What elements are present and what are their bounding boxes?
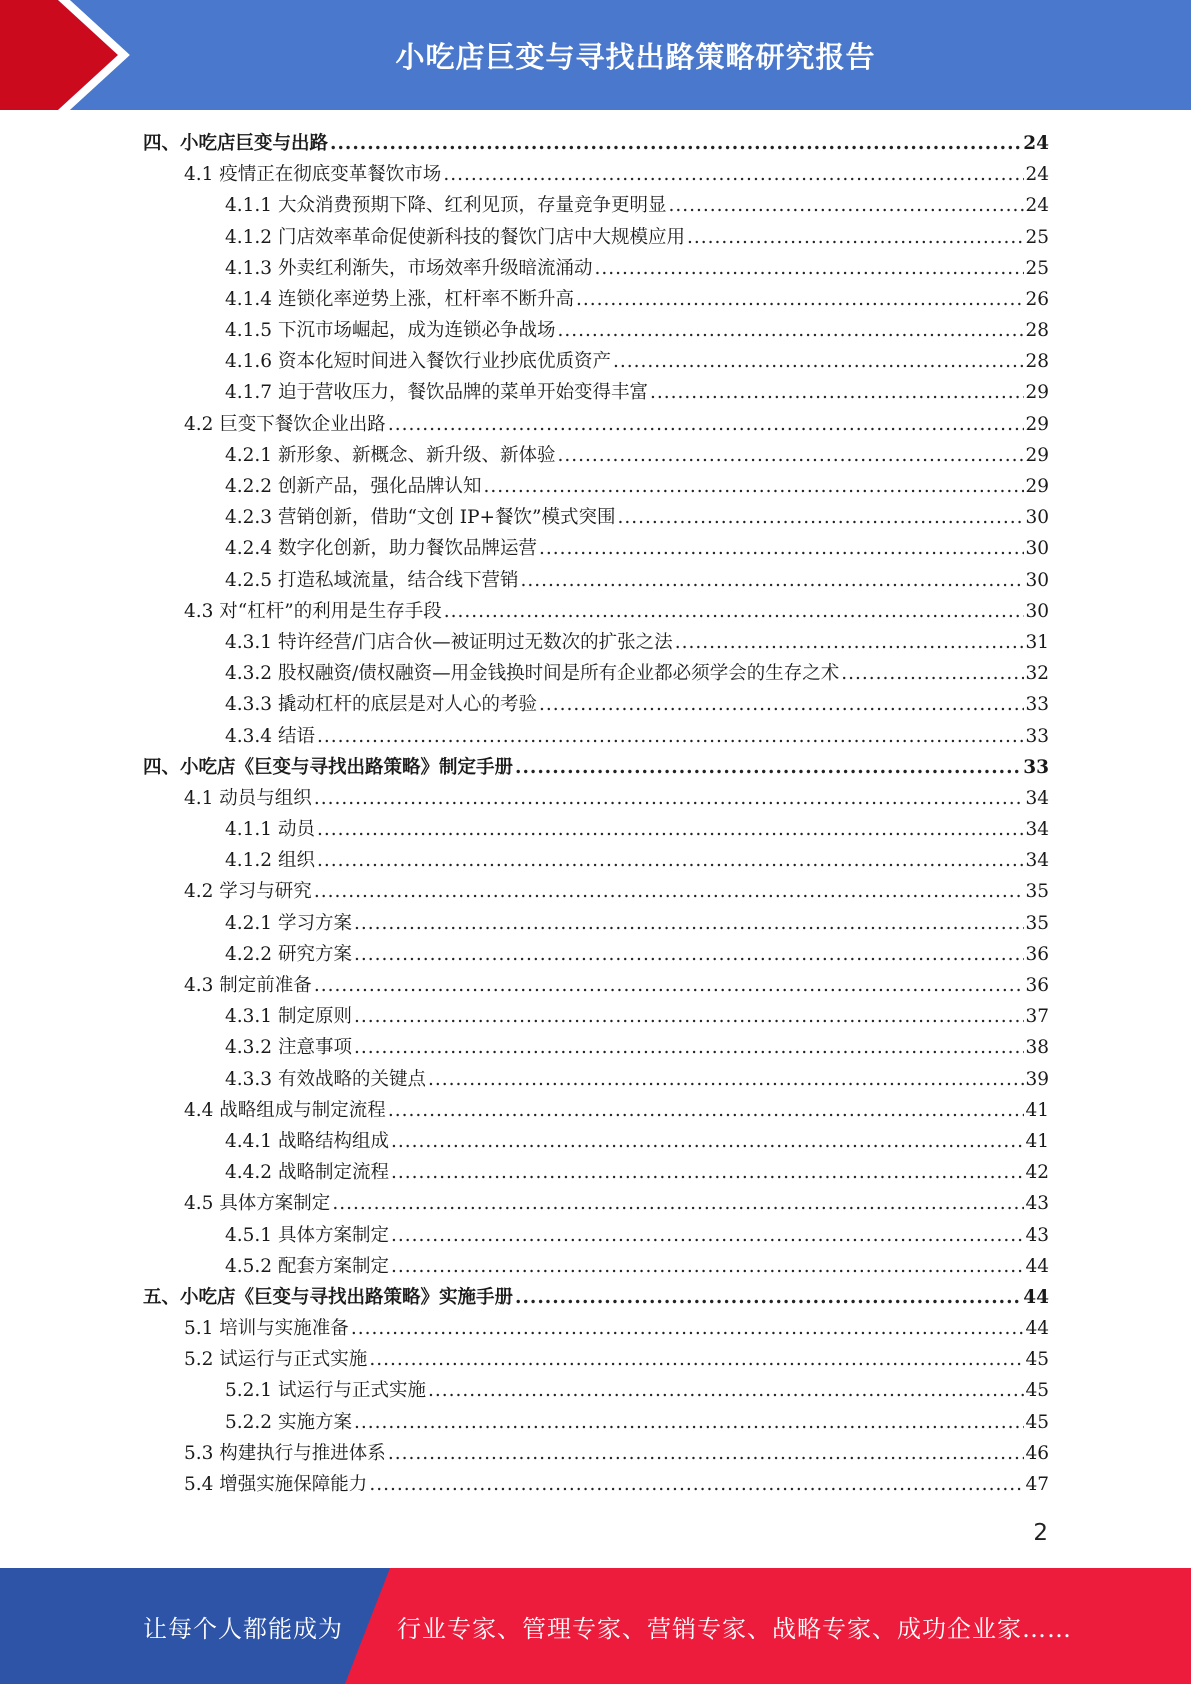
toc-dot-leader <box>391 1251 1024 1282</box>
toc-dot-leader <box>618 502 1025 533</box>
toc-entry[interactable] <box>143 378 1049 409</box>
toc-dot-leader <box>444 596 1025 627</box>
toc-entry-label: 4.1.1 大众消费预期下降、红利见顶，存量竞争更明显 <box>225 195 667 217</box>
toc-entry-page: 39 <box>1025 1068 1049 1090</box>
toc-entry-label: 5.2 试运行与正式实施 <box>184 1349 368 1371</box>
toc-entry[interactable] <box>143 1188 1049 1219</box>
toc-dot-leader <box>539 533 1024 564</box>
toc-dot-leader <box>483 471 1024 502</box>
toc-entry-label: 4.3.2 股权融资/债权融资—用金钱换时间是所有企业都必须学会的生存之术 <box>225 663 840 685</box>
toc-entry-label: 4.3.1 特许经营/门店合伙—被证明过无数次的扩张之法 <box>225 631 673 653</box>
toc-entry[interactable] <box>143 284 1049 315</box>
toc-dot-leader <box>650 377 1024 408</box>
toc-dot-leader <box>354 1032 1025 1063</box>
page-header <box>0 0 1191 110</box>
toc-entry-page: 30 <box>1025 600 1049 622</box>
toc-entry[interactable] <box>143 1469 1049 1500</box>
toc-entry[interactable] <box>143 190 1049 221</box>
toc-entry-page: 29 <box>1025 413 1049 435</box>
toc-entry-label: 4.1.1 动员 <box>225 819 315 841</box>
toc-entry-label: 5.4 增强实施保障能力 <box>184 1474 368 1496</box>
toc-entry-label: 5.1 培训与实施准备 <box>184 1318 349 1340</box>
toc-entry-label: 5.2.1 试运行与正式实施 <box>225 1380 426 1402</box>
toc-entry[interactable] <box>143 1095 1049 1126</box>
toc-entry[interactable] <box>143 1407 1049 1438</box>
toc-entry-page: 26 <box>1025 288 1049 310</box>
toc-entry-label: 4.3.3 有效战略的关键点 <box>225 1068 426 1090</box>
toc-dot-leader <box>351 1313 1025 1344</box>
toc-entry[interactable] <box>143 1001 1049 1032</box>
toc-dot-leader <box>515 1282 1022 1313</box>
toc-entry[interactable] <box>143 752 1049 783</box>
toc-dot-leader <box>314 970 1025 1001</box>
toc-entry-page: 46 <box>1025 1442 1049 1464</box>
toc-dot-leader <box>388 1095 1025 1126</box>
toc-entry-label: 4.1 疫情正在彻底变革餐饮市场 <box>184 164 442 186</box>
toc-entry[interactable] <box>143 1376 1049 1407</box>
toc-entry-page: 42 <box>1025 1162 1049 1184</box>
toc-dot-leader <box>332 1188 1024 1219</box>
header-red-chevron <box>0 0 150 110</box>
toc-dot-leader <box>841 658 1024 689</box>
toc-dot-leader <box>557 315 1024 346</box>
toc-entry[interactable] <box>143 159 1049 190</box>
toc-entry-label: 4.2.4 数字化创新，助力餐饮品牌运营 <box>225 538 537 560</box>
toc-entry[interactable] <box>143 1064 1049 1095</box>
toc-dot-leader <box>369 1469 1024 1500</box>
toc-entry-page: 31 <box>1025 631 1049 653</box>
toc-entry[interactable] <box>143 1313 1049 1344</box>
toc-entry-page: 41 <box>1025 1130 1049 1152</box>
toc-entry-page: 44 <box>1025 1255 1049 1277</box>
toc-entry-page: 41 <box>1025 1099 1049 1121</box>
toc-dot-leader <box>354 1001 1025 1032</box>
toc-dot-leader <box>428 1064 1024 1095</box>
toc-entry-label: 4.2 巨变下餐饮企业出路 <box>184 413 386 435</box>
toc-entry-page: 44 <box>1025 1318 1049 1340</box>
toc-entry-label: 4.3.2 注意事项 <box>225 1037 352 1059</box>
toc-entry[interactable] <box>143 253 1049 284</box>
toc-entry[interactable] <box>143 721 1049 752</box>
toc-entry-page: 24 <box>1025 164 1049 186</box>
toc-entry[interactable] <box>143 346 1049 377</box>
toc-entry-page: 29 <box>1025 382 1049 404</box>
toc-entry-label: 4.1.2 门店效率革命促使新科技的餐饮门店中大规模应用 <box>225 226 685 248</box>
toc-entry-page: 33 <box>1025 725 1049 747</box>
toc-entry-page: 29 <box>1025 476 1049 498</box>
toc-entry-page: 37 <box>1025 1006 1049 1028</box>
toc-dot-leader <box>515 752 1022 783</box>
toc-entry-label: 5.2.2 实施方案 <box>225 1411 352 1433</box>
toc-entry-page: 47 <box>1025 1474 1049 1496</box>
toc-entry-label: 4.1.5 下沉市场崛起，成为连锁必争战场 <box>225 320 556 342</box>
toc-entry-label: 4.1 动员与组织 <box>184 787 312 809</box>
toc-entry-page: 28 <box>1025 320 1049 342</box>
toc-dot-leader <box>388 409 1025 440</box>
toc-dot-leader <box>576 284 1024 315</box>
toc-entry-page: 24 <box>1023 132 1049 154</box>
toc-entry[interactable] <box>143 658 1049 689</box>
toc-dot-leader <box>391 1220 1024 1251</box>
toc-entry[interactable] <box>143 1438 1049 1469</box>
toc-entry[interactable] <box>143 471 1049 502</box>
toc-entry-page: 45 <box>1025 1411 1049 1433</box>
toc-entry-page: 25 <box>1025 257 1049 279</box>
toc-entry-page: 43 <box>1025 1193 1049 1215</box>
toc-entry-label: 4.3 制定前准备 <box>184 975 312 997</box>
page-footer <box>0 1568 1191 1684</box>
toc-dot-leader <box>668 190 1024 221</box>
toc-dot-leader <box>369 1344 1024 1375</box>
toc-dot-leader <box>330 128 1022 159</box>
toc-entry[interactable] <box>143 1157 1049 1188</box>
toc-entry[interactable] <box>143 783 1049 814</box>
toc-entry-label: 4.2.2 创新产品，强化品牌认知 <box>225 476 482 498</box>
toc-dot-leader <box>314 876 1025 907</box>
toc-entry[interactable] <box>143 440 1049 471</box>
toc-entry-label: 4.2.5 打造私域流量，结合线下营销 <box>225 569 519 591</box>
footer-slogan-right: 行业专家、管理专家、营销专家、战略专家、成功企业家…… <box>397 1614 1072 1643</box>
toc-entry-label: 4.4.2 战略制定流程 <box>225 1162 389 1184</box>
toc-entry[interactable] <box>143 1251 1049 1282</box>
toc-dot-leader <box>443 159 1024 190</box>
toc-entry[interactable] <box>143 939 1049 970</box>
toc-dot-leader <box>317 814 1025 845</box>
toc-dot-leader <box>687 222 1024 253</box>
toc-dot-leader <box>314 783 1025 814</box>
toc-dot-leader <box>557 440 1024 471</box>
toc-entry[interactable] <box>143 128 1049 159</box>
toc-entry-label: 4.3 对“杠杆”的利用是生存手段 <box>184 600 442 622</box>
toc-entry[interactable] <box>143 877 1049 908</box>
toc-entry-page: 32 <box>1025 663 1049 685</box>
toc-entry-page: 45 <box>1025 1380 1049 1402</box>
toc-dot-leader <box>354 1407 1025 1438</box>
toc-entry-label: 4.3.4 结语 <box>225 725 315 747</box>
toc-entry[interactable] <box>143 908 1049 939</box>
toc-entry-page: 28 <box>1025 351 1049 373</box>
toc-entry[interactable] <box>143 502 1049 533</box>
table-of-contents <box>143 128 1049 1500</box>
toc-entry-label: 四、小吃店巨变与出路 <box>143 132 329 154</box>
toc-entry-label: 4.1.4 连锁化率逆势上涨，杠杆率不断升高 <box>225 288 574 310</box>
toc-entry-page: 33 <box>1023 756 1049 778</box>
toc-entry-label: 4.1.2 组织 <box>225 850 315 872</box>
toc-entry[interactable] <box>143 1220 1049 1251</box>
toc-entry-label: 4.5.2 配套方案制定 <box>225 1255 389 1277</box>
toc-dot-leader <box>428 1375 1024 1406</box>
toc-entry[interactable] <box>143 1032 1049 1063</box>
toc-entry-page: 33 <box>1025 694 1049 716</box>
toc-entry[interactable] <box>143 814 1049 845</box>
toc-dot-leader <box>354 908 1025 939</box>
report-title: 小吃店巨变与寻找出路策略研究报告 <box>395 39 876 74</box>
toc-entry-label: 4.2 学习与研究 <box>184 881 312 903</box>
toc-entry-page: 30 <box>1025 538 1049 560</box>
toc-dot-leader <box>613 346 1024 377</box>
toc-entry-page: 35 <box>1025 881 1049 903</box>
toc-dot-leader <box>354 939 1025 970</box>
toc-entry-page: 38 <box>1025 1037 1049 1059</box>
toc-entry[interactable] <box>143 1126 1049 1157</box>
toc-entry[interactable] <box>143 565 1049 596</box>
toc-dot-leader <box>520 565 1024 596</box>
toc-entry[interactable] <box>143 627 1049 658</box>
page-number: 2 <box>1033 1520 1048 1546</box>
footer-slogan-left: 让每个人都能成为 <box>143 1614 343 1643</box>
toc-entry-label: 4.2.1 学习方案 <box>225 912 352 934</box>
toc-dot-leader <box>675 627 1025 658</box>
toc-entry-page: 24 <box>1025 195 1049 217</box>
toc-entry-page: 36 <box>1025 943 1049 965</box>
toc-entry[interactable] <box>143 1282 1049 1313</box>
toc-dot-leader <box>317 721 1025 752</box>
toc-entry[interactable] <box>143 533 1049 564</box>
toc-entry-label: 4.5 具体方案制定 <box>184 1193 331 1215</box>
toc-dot-leader <box>388 1438 1025 1469</box>
toc-entry-page: 43 <box>1025 1224 1049 1246</box>
toc-entry-label: 4.4 战略组成与制定流程 <box>184 1099 386 1121</box>
toc-entry-page: 25 <box>1025 226 1049 248</box>
toc-entry-label: 4.5.1 具体方案制定 <box>225 1224 389 1246</box>
toc-dot-leader <box>391 1126 1024 1157</box>
toc-entry-label: 五、小吃店《巨变与寻找出路策略》实施手册 <box>143 1286 514 1308</box>
toc-entry[interactable] <box>143 596 1049 627</box>
toc-entry-page: 34 <box>1025 787 1049 809</box>
toc-entry-label: 四、小吃店《巨变与寻找出路策略》制定手册 <box>143 756 514 778</box>
toc-entry-label: 4.1.3 外卖红利渐失，市场效率升级暗流涌动 <box>225 257 593 279</box>
toc-entry-label: 4.3.3 撬动杠杆的底层是对人心的考验 <box>225 694 537 716</box>
toc-entry[interactable] <box>143 409 1049 440</box>
toc-entry-label: 4.2.3 营销创新，借助“文创 IP+餐饮”模式突围 <box>225 507 616 529</box>
toc-dot-leader <box>391 1157 1024 1188</box>
toc-entry-page: 30 <box>1025 507 1049 529</box>
toc-entry-label: 4.1.6 资本化短时间进入餐饮行业抄底优质资产 <box>225 351 611 373</box>
toc-entry[interactable] <box>143 315 1049 346</box>
toc-entry-label: 4.1.7 迫于营收压力，餐饮品牌的菜单开始变得丰富 <box>225 382 648 404</box>
toc-entry[interactable] <box>143 689 1049 720</box>
toc-entry[interactable] <box>143 845 1049 876</box>
toc-dot-leader <box>539 689 1024 720</box>
toc-entry-page: 34 <box>1025 819 1049 841</box>
toc-dot-leader <box>594 253 1024 284</box>
toc-entry-page: 34 <box>1025 850 1049 872</box>
toc-entry[interactable] <box>143 970 1049 1001</box>
toc-dot-leader <box>317 845 1025 876</box>
toc-entry-page: 30 <box>1025 569 1049 591</box>
toc-entry-label: 5.3 构建执行与推进体系 <box>184 1442 386 1464</box>
toc-entry[interactable] <box>143 1344 1049 1375</box>
toc-entry-page: 44 <box>1023 1286 1049 1308</box>
toc-entry-page: 35 <box>1025 912 1049 934</box>
toc-entry-label: 4.2.2 研究方案 <box>225 943 352 965</box>
toc-entry-page: 36 <box>1025 975 1049 997</box>
toc-entry-label: 4.4.1 战略结构组成 <box>225 1130 389 1152</box>
toc-entry-page: 29 <box>1025 444 1049 466</box>
toc-entry[interactable] <box>143 222 1049 253</box>
toc-entry-page: 45 <box>1025 1349 1049 1371</box>
toc-entry-label: 4.3.1 制定原则 <box>225 1006 352 1028</box>
toc-entry-label: 4.2.1 新形象、新概念、新升级、新体验 <box>225 444 556 466</box>
